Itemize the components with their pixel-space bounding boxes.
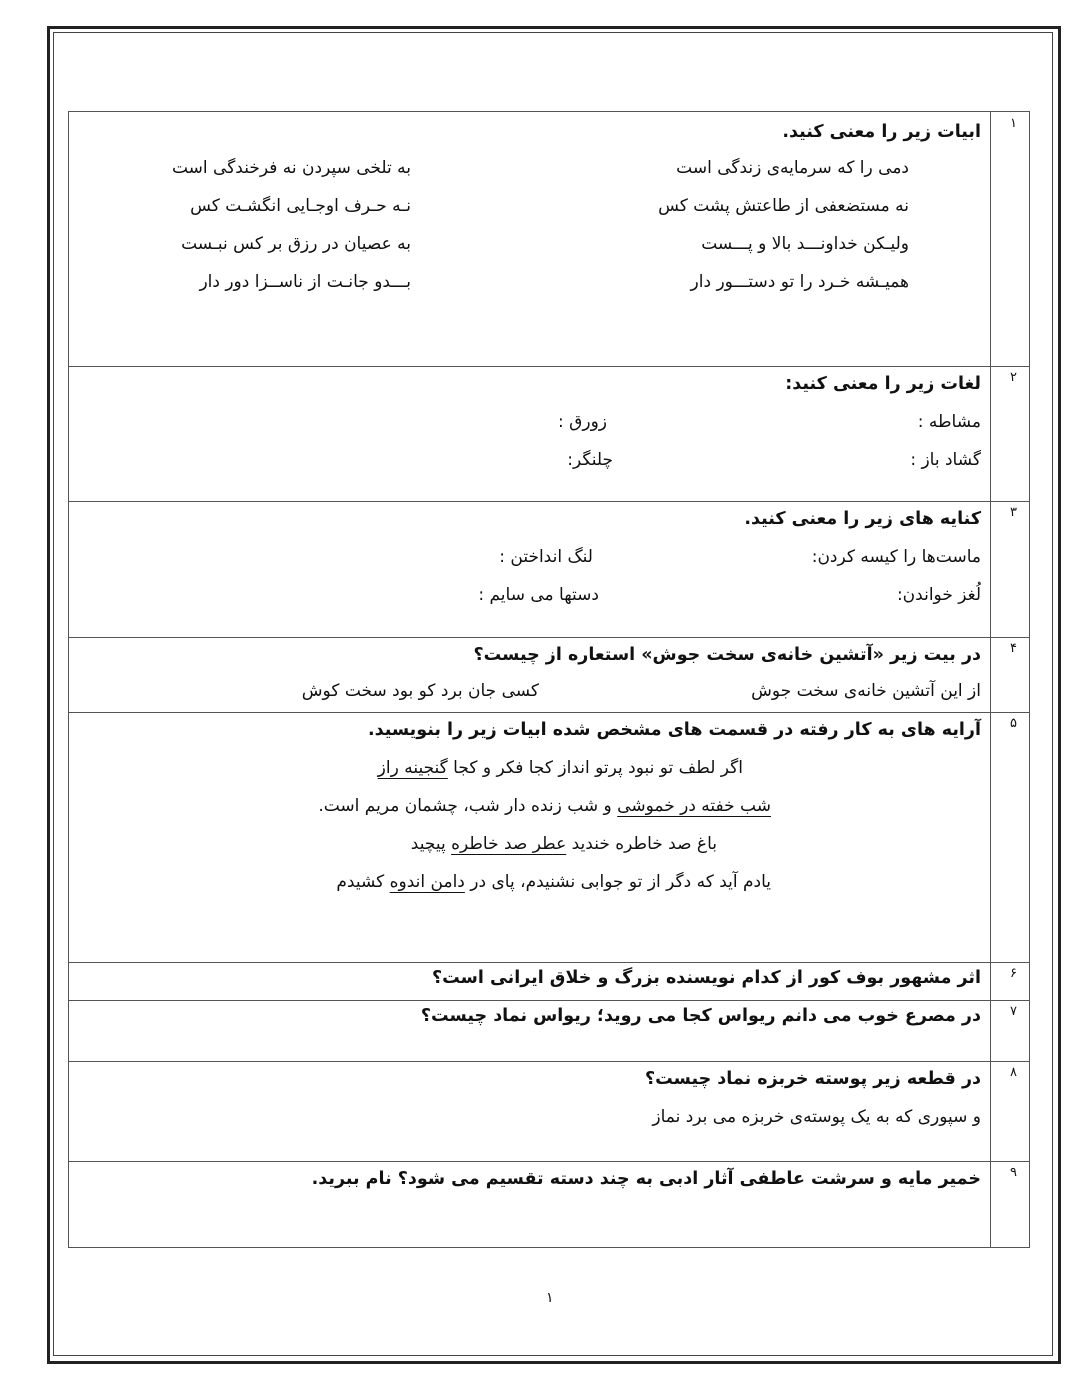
question-number: ۵: [1010, 716, 1017, 731]
verse-hemistich: نه مستضعفی از طاعتش پشت کس: [658, 196, 909, 216]
question-title: آرایه های به کار رفته در قسمت های مشخص شده ابیات زیر را بنویسید.: [367, 720, 981, 740]
exam-table: [68, 111, 1030, 1248]
verse-line: باغ صد خاطره خندید عطر صد خاطره پیچید: [410, 834, 717, 854]
verse-hemistich: کسی جان برد کو بود سخت کوش: [301, 681, 539, 701]
question-number: ۹: [1010, 1165, 1017, 1180]
question-title: در قطعه زیر پوسته خربزه نماد چیست؟: [644, 1069, 981, 1089]
verse-line: اگر لطف تو نبود پرتو انداز کجا فکر و کجا گنجینه راز: [377, 758, 743, 778]
question-title: کنایه های زیر را معنی کنید.: [744, 509, 981, 529]
question-number: ۱: [1010, 116, 1017, 131]
question-number: ۶: [1010, 966, 1017, 981]
question-number: ۳: [1010, 505, 1017, 520]
verse-hemistich: دمی را که سرمایه‌ی زندگی است: [676, 158, 909, 178]
question-number: ۸: [1010, 1065, 1017, 1080]
poem-line: و سپوری که به یک پوسته‌ی خربزه می برد نماز: [652, 1107, 981, 1127]
verse-hemistich: به عصیان در رزق بر کس نبـست: [181, 234, 411, 254]
question-number: ۲: [1010, 370, 1017, 385]
question-row-1: [69, 112, 1029, 367]
verse-line: یادم آید که دگر از تو جوابی نشنیدم، پای در دامن اندوه کشیدم: [336, 872, 771, 892]
question-row-8: [69, 1061, 1029, 1162]
verse-hemistich: نـه حـرف اوجـایی انگشـت کس: [190, 196, 411, 216]
verse-hemistich: همیـشه خـرد را تو دستـــور دار: [690, 272, 909, 292]
question-title: در مصرع خوب می دانم ریواس کجا می روید؛ ریواس نماد چیست؟: [420, 1006, 981, 1026]
question-title: ابیات زیر را معنی کنید.: [782, 122, 981, 142]
question-row-6: [69, 962, 1029, 1001]
word-item: مشاطه :: [917, 412, 981, 432]
question-title: اثر مشهور بوف کور از کدام نویسنده بزرگ و خلاق ایرانی است؟: [432, 968, 981, 988]
highlighted-phrase: شب خفته در خموشی: [617, 796, 771, 816]
question-title: در بیت زیر «آتشین خانه‌ی سخت جوش» استعاره از چیست؟: [473, 645, 981, 665]
word-item: گشاد باز :: [910, 450, 981, 470]
verse-line: شب خفته در خموشی و شب زنده دار شب، چشمان مریم است.: [318, 796, 771, 816]
highlighted-phrase: دامن اندوه: [389, 872, 465, 892]
question-row-4: [69, 637, 1029, 713]
question-row-7: [69, 1000, 1029, 1062]
question-number: ۷: [1010, 1004, 1017, 1019]
word-item: لُغز خواندن:: [896, 585, 981, 605]
question-row-5: [69, 712, 1029, 963]
word-item: زورق :: [558, 412, 607, 432]
verse-hemistich: بـــدو جانـت از ناســزا دور دار: [199, 272, 411, 292]
question-row-3: [69, 501, 1029, 638]
verse-hemistich: ولیـکن خداونـــد بالا و پـــست: [701, 234, 909, 254]
question-title: خمیر مایه و سرشت عاطفی آثار ادبی به چند دسته تقسیم می شود؟ نام ببرید.: [311, 1169, 981, 1189]
highlighted-phrase: گنجینه راز: [377, 758, 448, 778]
question-row-2: [69, 366, 1029, 502]
verse-hemistich: به تلخی سپردن نه فرخندگی است: [171, 158, 411, 178]
word-item: چلنگر:: [567, 450, 613, 470]
verse-hemistich: از این آتشین خانه‌ی سخت جوش: [751, 681, 981, 701]
question-title: لغات زیر را معنی کنید:: [785, 374, 981, 394]
question-number: ۴: [1010, 641, 1017, 656]
highlighted-phrase: عطر صد خاطره: [451, 834, 567, 854]
question-row-9: [69, 1161, 1029, 1247]
page-number: ۱: [546, 1290, 554, 1306]
word-item: لنگ انداختن :: [499, 547, 593, 567]
word-item: ماست‌ها را کیسه کردن:: [811, 547, 981, 567]
word-item: دستها می سایم :: [478, 585, 599, 605]
